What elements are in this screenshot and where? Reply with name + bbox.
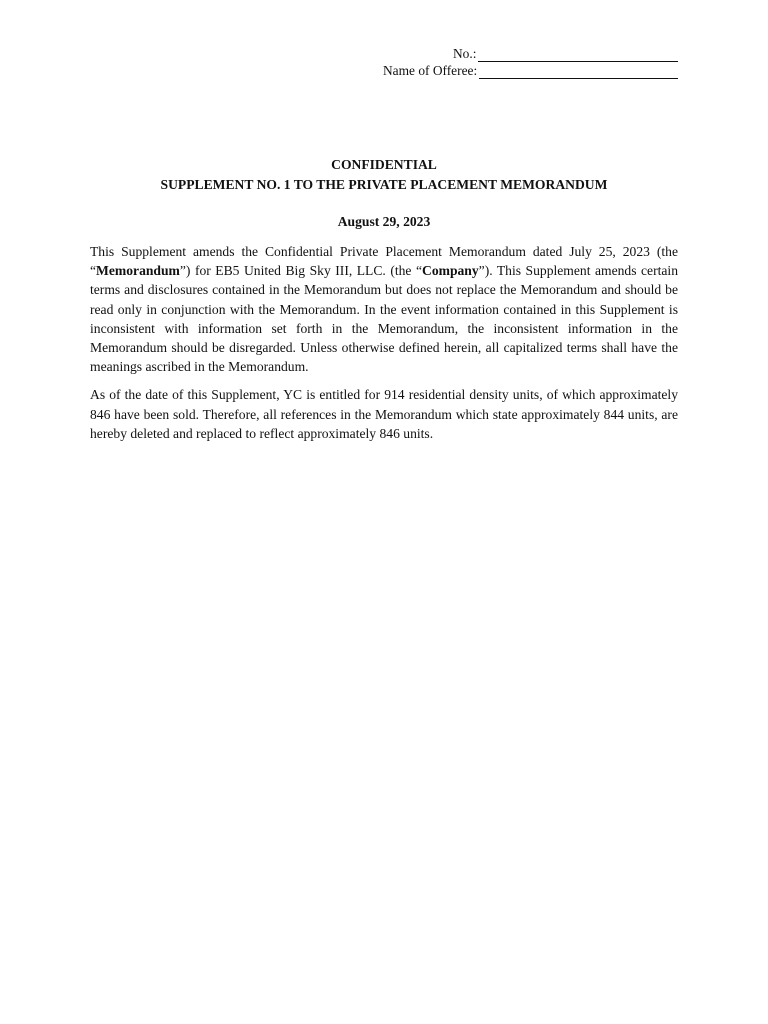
number-label: No.: [453, 46, 477, 61]
paragraph-amendment-text-1: This Supplement amends the Confidential Private Placement Memorandum dated July 25, 2023 (the “ [90, 244, 678, 279]
paragraph-amendment [90, 242, 678, 376]
company-defined-term: Company [422, 263, 479, 279]
document-date: August 29, 2023 [337, 214, 431, 229]
number-field-row [383, 45, 678, 62]
offeree-name-label: Name of Offeree: [383, 63, 478, 78]
supplement-heading: SUPPLEMENT NO. 1 TO THE PRIVATE PLACEMENT MEMORANDUM [160, 177, 608, 192]
offeree-name-field-row [383, 62, 678, 79]
confidential-heading: CONFIDENTIAL [331, 157, 437, 172]
offeree-info-block [383, 45, 678, 79]
document-body [90, 242, 678, 452]
offeree-name-blank-line [479, 64, 678, 79]
memorandum-defined-term: Memorandum [96, 263, 180, 279]
document-title [0, 155, 768, 195]
paragraph-amendment-text-3: ”). This Supplement amends certain terms and disclosures contained in the Memorandum but does not replace the Memorandum and should be read only in conjunction with the Memorandum. In the event information contained in this Supplement is inconsistent with information set forth in the Memorandum, the inconsistent information in the Memorandum should be disregarded. Unless otherwise defined herein, all capitalized terms shall have the meanings ascribed in the Memorandum. [90, 263, 678, 375]
number-blank-line [478, 47, 678, 62]
paragraph-amendment-text-2: ”) for EB5 United Big Sky III, LLC. (the “ [179, 263, 422, 279]
paragraph-units: As of the date of this Supplement, YC is entitled for 914 residential density units, of which approximately 846 have been sold. Therefore, all references in the Memorandum which state approximately 844 units, are hereby deleted and replaced to reflect approximately 846 units. [90, 387, 678, 441]
